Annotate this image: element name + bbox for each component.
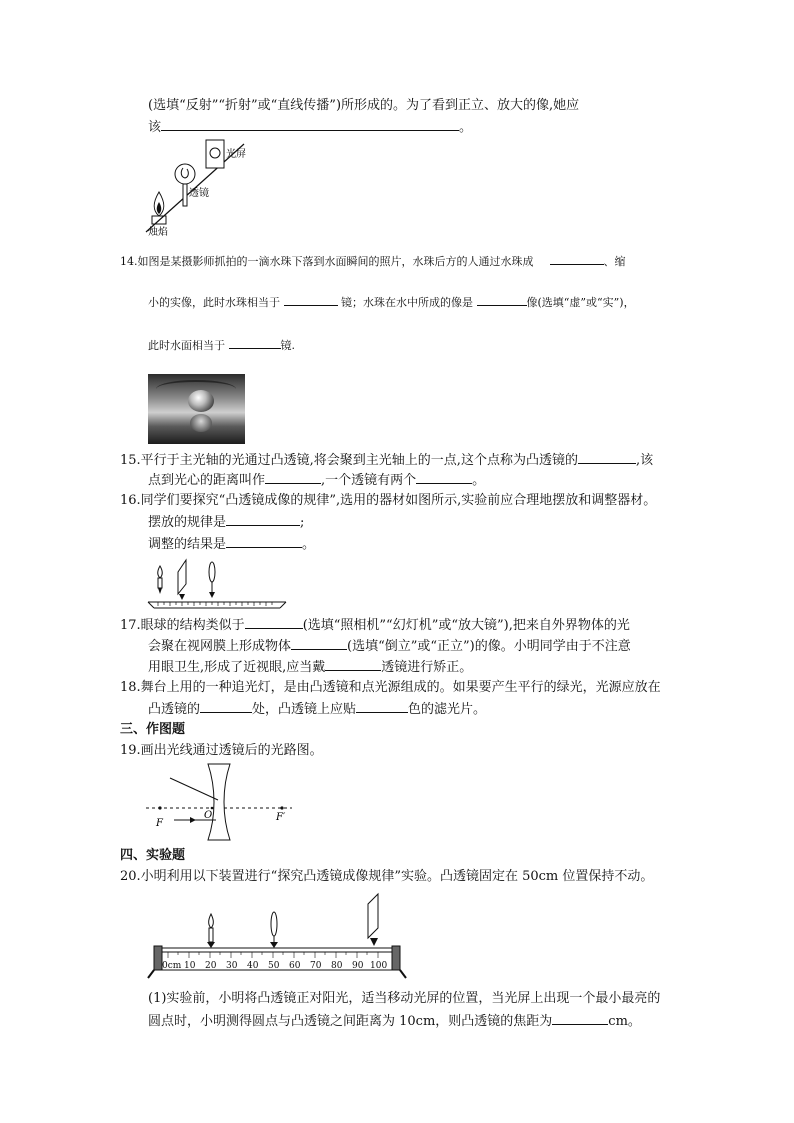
section-heading-experiment: 四、实验题 xyxy=(120,848,186,863)
ruler-label: 20 xyxy=(205,961,217,971)
q18-line1: 18.舞台上用的一种追光灯，是由凸透镜和点光源组成的。如果要产生平行的绿光，光源应放在 xyxy=(120,680,661,695)
ruler-label: 60 xyxy=(289,961,301,971)
q16-line2: 摆放的规律是 ; xyxy=(148,515,305,530)
candle-lens-screen-figure xyxy=(140,136,250,238)
answer-blank[interactable] xyxy=(200,700,252,713)
label-focus-left: F xyxy=(156,818,163,829)
label-screen: 光屏 xyxy=(226,149,246,160)
ruler-label: 10 xyxy=(184,961,196,971)
label-focus-right: F′ xyxy=(276,812,286,823)
answer-blank[interactable] xyxy=(226,513,300,526)
q14-line3: 此时水面相当于 镜. xyxy=(148,336,295,355)
answer-blank[interactable] xyxy=(229,336,281,349)
q14-line1: 14.如图是某摄影师抓拍的一滴水珠下落到水面瞬间的照片，水珠后方的人通过水珠成 、缩 xyxy=(120,252,626,271)
ruler-label: 30 xyxy=(226,961,238,971)
answer-blank[interactable] xyxy=(578,451,636,464)
q20-text: 20.小明利用以下装置进行“探究凸透镜成像规律”实验。凸透镜固定在 50cm 位置保持不动。 xyxy=(120,869,654,884)
ruler-label: 0cm xyxy=(162,961,182,971)
answer-blank[interactable] xyxy=(552,1012,608,1025)
ruler-label: 40 xyxy=(247,961,259,971)
ruler-label: 50 xyxy=(268,961,280,971)
optical-bench-figure xyxy=(146,556,288,612)
answer-blank[interactable] xyxy=(284,293,338,306)
answer-blank[interactable] xyxy=(325,658,381,671)
q20-sub1-line2: 圆点时，小明测得圆点与凸透镜之间距离为 10cm，则凸透镜的焦距为 cm。 xyxy=(148,1014,641,1029)
answer-blank[interactable] xyxy=(416,471,472,484)
answer-blank[interactable] xyxy=(291,637,347,650)
answer-blank[interactable] xyxy=(550,252,604,265)
q13-line2: 该 。 xyxy=(148,120,473,135)
answer-blank[interactable] xyxy=(245,616,303,629)
q15-line1: 15.平行于主光轴的光通过凸透镜,将会聚到主光轴上的一点,这个点称为凸透镜的 ,该 xyxy=(120,453,654,468)
answer-blank[interactable] xyxy=(477,293,527,306)
optical-bench-ruler-figure xyxy=(146,890,408,980)
ruler-label: 90 xyxy=(352,961,364,971)
q14-line2: 小的实像，此时水珠相当于 镜；水珠在水中所成的像是 像(选填“虚”或“实”)， xyxy=(148,293,635,312)
q18-line2: 凸透镜的 处，凸透镜上应贴 色的滤光片。 xyxy=(148,702,487,717)
label-optical-center: O xyxy=(204,810,213,821)
q15-line2: 点到光心的距离叫作 ,一个透镜有两个 。 xyxy=(148,473,486,488)
label-lens: 透镜 xyxy=(189,188,209,199)
answer-blank[interactable] xyxy=(356,700,408,713)
concave-lens-ray-figure xyxy=(144,760,294,844)
q17-line2: 会聚在视网膜上形成物体 (选填“倒立”或“正立”)的像。小明同学由于不注意 xyxy=(148,639,631,654)
q17-line3: 用眼卫生,形成了近视眼,应当戴 透镜进行矫正。 xyxy=(148,660,473,675)
ruler-label: 70 xyxy=(310,961,322,971)
q16-line1: 16.同学们要探究“凸透镜成像的规律”,选用的器材如图所示,实验前应合理地摆放和调整器材。 xyxy=(120,493,657,508)
section-heading-drawing: 三、作图题 xyxy=(120,722,186,737)
q17-line1: 17.眼球的结构类似于 (选填“照相机”“幻灯机”或“放大镜”),把来自外界物体的光 xyxy=(120,618,630,633)
ruler-label: 100 xyxy=(370,961,388,971)
q20-sub1-line1: (1)实验前，小明将凸透镜正对阳光，适当移动光屏的位置，当光屏上出现一个最小最亮的 xyxy=(148,991,661,1006)
q19-text: 19.画出光线通过透镜后的光路图。 xyxy=(120,743,323,758)
answer-blank[interactable] xyxy=(161,118,459,131)
answer-blank[interactable] xyxy=(226,535,302,548)
water-drop-photo xyxy=(148,374,245,444)
q13-line1: (选填“反射”“折射”或“直线传播”)所形成的。为了看到正立、放大的像,她应 xyxy=(148,98,580,113)
answer-blank[interactable] xyxy=(265,471,321,484)
label-candle: 烛焰 xyxy=(148,227,168,238)
ruler-label: 80 xyxy=(331,961,343,971)
q16-line3: 调整的结果是 。 xyxy=(148,537,316,552)
